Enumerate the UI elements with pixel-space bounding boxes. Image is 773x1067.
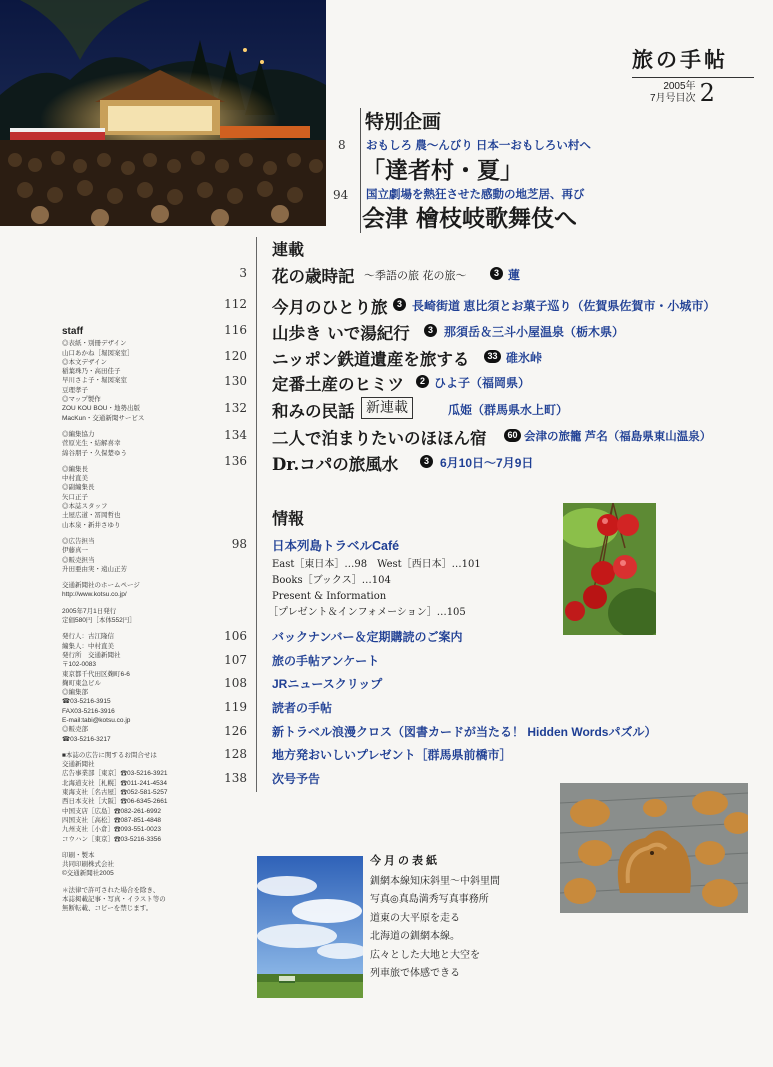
toc-page-number: 128 <box>224 747 247 761</box>
staff-line: 発行所 交通新聞社 <box>62 651 121 659</box>
toc-page-number: 106 <box>224 629 247 643</box>
info-item-title: 新トラベル浪漫クロス（図書カードが当たる！ Hidden Wordsパズル） <box>272 725 657 739</box>
staff-line: 定価580円［本体552円］ <box>62 617 136 625</box>
cover-train-photo <box>257 856 363 998</box>
toc-item-title: ニッポン鉄道遺産を旅する <box>272 350 470 369</box>
cafe-line-2: Books［ブックス］…104 <box>272 575 391 586</box>
toc-item-title: 定番土産のヒミツ <box>272 375 404 394</box>
toc-item-title: Dr.コパの旅風水 <box>272 455 399 474</box>
masthead-rule <box>632 77 754 78</box>
staff-line: ◎表紙・別冊デザイン <box>62 340 127 348</box>
toc-page-number: 126 <box>224 724 247 738</box>
staff-line: 西日本支社［大阪］☎06-6345-2661 <box>62 798 168 806</box>
issue-year: 2005年 <box>663 81 696 92</box>
special-title-1: 「達者村・夏」 <box>362 157 523 184</box>
staff-line: 北海道支社［札幌］☎011-241-4534 <box>62 779 167 787</box>
toc-page-number: 130 <box>224 374 247 388</box>
staff-lines <box>62 339 202 913</box>
staff-line: ◎編集協力 <box>62 430 95 438</box>
cafe-line-3: Present & Information <box>272 591 387 602</box>
cafe-line-1: East［東日本］…98 West［西日本］…101 <box>272 559 481 570</box>
staff-line: 菅原光生・結解喜幸 <box>62 440 121 448</box>
list-item[interactable] <box>200 699 740 717</box>
issue-number-badge: 3 <box>393 298 406 311</box>
staff-line: ■本誌の広告に関するお問合せは <box>62 751 157 759</box>
staff-line: 綿谷朋子・久保楚ゆう <box>62 449 127 457</box>
toc-page-number: 116 <box>224 323 247 337</box>
staff-line: ◎編集部 <box>62 689 88 697</box>
magazine-title: 旅の手帖 <box>632 47 728 72</box>
staff-line: 東海支社［名古屋］☎052-581-5257 <box>62 789 168 797</box>
staff-spacer <box>62 574 202 581</box>
staff-line: 早川さよ子・堀図案室 <box>62 377 127 385</box>
special-lead-1: おもしろ 農〜んびり 日本一おもしろい村へ <box>366 140 591 152</box>
list-item[interactable] <box>200 371 760 393</box>
kabuki-stage-photo <box>0 0 326 226</box>
staff-line: ◎本誌スタッフ <box>62 503 108 511</box>
toc-page-number: 120 <box>224 349 247 363</box>
special-title-2: 会津 檜枝岐歌舞伎へ <box>362 205 578 232</box>
hiyoko-illustration <box>560 783 748 913</box>
staff-line: 升田亜由実・遠山正芳 <box>62 565 127 573</box>
cherries-photo <box>563 503 656 635</box>
staff-line: 2005年7月1日発行 <box>62 607 117 615</box>
list-item[interactable] <box>200 675 740 693</box>
staff-line: ◎マップ製作 <box>62 396 101 404</box>
toc-item-detail: 長崎街道 恵比須とお菓子巡り（佐賀県佐賀市・小城市） <box>412 299 716 313</box>
staff-line: 稲葉珠乃・高田佳子 <box>62 368 121 376</box>
staff-spacer <box>62 744 202 751</box>
staff-line: ◎販売部 <box>62 726 88 734</box>
hiyoko-sweets-photo <box>560 783 748 913</box>
staff-line: 矢口正子 <box>62 493 88 501</box>
staff-line: 中村直美 <box>62 475 88 483</box>
staff-line: 共同印刷株式会社 <box>62 861 114 869</box>
cover-caption <box>370 852 560 984</box>
issue-page-number: 2 <box>699 79 715 107</box>
issue-number-badge: 3 <box>490 267 503 280</box>
toc-item-detail: 6月10日〜7月9日 <box>440 456 534 470</box>
toc-page-number: 3 <box>239 266 247 280</box>
cover-line: 写真◎真島満秀写真事務所 <box>370 894 489 905</box>
cafe-title: 日本列島トラベルCafé <box>272 539 400 553</box>
staff-line: 東京都千代田区麹町6-6 <box>62 670 130 678</box>
list-item[interactable] <box>200 346 760 368</box>
staff-line: E-mail:tabi@kotsu.co.jp <box>62 716 131 724</box>
toc-page-number: 98 <box>231 537 247 551</box>
toc-item-detail: ひよ子（福岡県） <box>434 376 531 390</box>
special-feature-label: 特別企画 <box>365 111 442 133</box>
special-page-94: 94 <box>333 188 349 202</box>
staff-spacer <box>62 423 202 430</box>
list-item[interactable] <box>200 320 760 342</box>
issue-label: 7月号目次 <box>650 93 696 104</box>
toc-page-number: 108 <box>224 676 247 690</box>
new-serial-badge: 新連載 <box>361 397 413 419</box>
toc-item-title: 和みの民話 <box>272 402 355 421</box>
staff-line: 交通新聞社のホームページ <box>62 582 140 590</box>
serial-heading: 連載 <box>272 240 305 259</box>
info-item-title: 旅の手帖アンケート <box>272 654 380 668</box>
list-item[interactable] <box>200 723 740 741</box>
toc-item-detail: 碓氷峠 <box>506 351 543 365</box>
staff-line: ◎編集長 <box>62 465 88 473</box>
staff-line: コウハン［東京］☎03-5216-3356 <box>62 835 161 843</box>
toc-item-detail: 那須岳＆三斗小屋温泉（栃木県） <box>444 325 625 339</box>
staff-line: ZOU KOU BOU・地勢出版 <box>62 405 141 413</box>
toc-item-title: 二人で泊まりたいのほほん宿 <box>272 429 487 448</box>
toc-page-number: 138 <box>224 771 247 785</box>
cafe-line-4: ［プレゼント＆インフォメーション］…105 <box>268 607 466 618</box>
cover-line: 北海道の釧網本線。 <box>370 931 460 942</box>
info-item-title: 地方発おいしいプレゼント［群馬県前橋市］ <box>272 748 512 762</box>
staff-line: 伊藤真一 <box>62 547 88 555</box>
staff-line: 〒102-0083 <box>62 661 96 669</box>
issue-info <box>650 81 762 105</box>
issue-number-badge: 33 <box>484 350 501 363</box>
issue-text <box>650 81 696 105</box>
staff-line: 中国支店［広島］☎082-261-6992 <box>62 807 161 815</box>
staff-line: ◎本文デザイン <box>62 358 108 366</box>
toc-page-number: 107 <box>224 653 247 667</box>
issue-number-badge: 60 <box>504 429 521 442</box>
staff-line: ＊法律で許可された場合を除き、 <box>62 886 160 894</box>
cover-line: 釧網本線知床斜里〜中斜里間 <box>370 875 500 887</box>
issue-number-badge: 3 <box>424 324 437 337</box>
info-item-title: バックナンバー＆定期購読のご案内 <box>272 630 463 644</box>
toc-item-title: 花の歳時記 <box>272 267 355 286</box>
staff-line: MacKun・交通新聞サービス <box>62 414 145 422</box>
issue-number-badge: 3 <box>420 455 433 468</box>
staff-line: 山口あかね［堀図案室］ <box>62 349 134 357</box>
staff-line: 九州支社［小倉］☎093-551-0023 <box>62 826 161 834</box>
staff-spacer <box>62 530 202 537</box>
staff-line: ◎広告担当 <box>62 537 95 545</box>
issue-number-badge: 2 <box>416 375 429 388</box>
toc-page-number: 112 <box>224 297 247 311</box>
toc-item-detail: 会津の旅籠 芦名（福島県東山温泉） <box>524 431 712 443</box>
staff-line: 広告事業部［東京］☎03-5216-3921 <box>62 770 168 778</box>
masthead <box>632 44 762 105</box>
staff-line: 山本泉・新井さゆり <box>62 521 121 529</box>
list-item[interactable] <box>200 397 760 421</box>
staff-spacer <box>62 458 202 465</box>
cover-caption-title: 今月の表紙 <box>370 855 440 867</box>
list-item[interactable] <box>200 628 740 646</box>
staff-credits <box>62 327 202 914</box>
staff-line: ◎副編集長 <box>62 484 95 492</box>
staff-line: 無断転載、コピーを禁じます。 <box>62 905 153 913</box>
staff-line: 豆理孝子 <box>62 386 88 394</box>
toc-item-title: 山歩き いで湯紀行 <box>272 324 410 343</box>
info-heading: 情報 <box>272 509 305 528</box>
staff-line: 麹町東急ビル <box>62 679 101 687</box>
toc-page-number: 119 <box>224 700 247 714</box>
cherries-illustration <box>563 503 656 635</box>
special-lead-2: 国立劇場を熱狂させた感動の地芝居、再び <box>366 189 585 201</box>
staff-line: 印刷・製本 <box>62 851 95 859</box>
staff-line: ◎販売担当 <box>62 556 95 564</box>
staff-line: 本誌掲載記事・写真・イラスト等の <box>62 896 166 904</box>
special-feature-rule <box>360 108 361 233</box>
staff-line: 発行人：古江隆信 <box>62 633 114 641</box>
special-page-8: 8 <box>338 138 346 152</box>
toc-page-number: 134 <box>224 428 247 442</box>
staff-line: ©交通新聞社2005 <box>62 870 114 878</box>
toc-page-number: 132 <box>224 401 247 415</box>
cafe-item[interactable] <box>200 536 560 556</box>
staff-line: 四国支社［高松］☎087-851-4848 <box>62 816 161 824</box>
train-landscape-illustration <box>257 856 363 998</box>
info-item-title: JRニュースクリップ <box>272 677 383 691</box>
info-item-title: 読者の手帖 <box>272 701 333 715</box>
list-item[interactable] <box>200 425 760 447</box>
staff-line: 交通新聞社 <box>62 761 95 769</box>
toc-item-detail: 瓜姫（群馬県水上町） <box>448 403 569 417</box>
cover-line: 列車旅で体感できる <box>370 968 460 979</box>
staff-line: ☎03-5216-3915 <box>62 698 111 706</box>
toc-item-subtitle: 〜季語の旅 花の旅〜 <box>364 269 467 282</box>
kabuki-stage-illustration <box>0 0 326 226</box>
cover-line: 道東の大平原を走る <box>370 912 460 924</box>
staff-line: ☎03-5216-3217 <box>62 735 111 743</box>
toc-item-title: 今月のひとり旅 <box>272 298 388 317</box>
staff-spacer <box>62 625 202 632</box>
toc-item-detail: 蓮 <box>508 268 521 282</box>
toc-page-number: 136 <box>224 454 247 468</box>
staff-spacer <box>62 879 202 886</box>
staff-spacer <box>62 844 202 851</box>
staff-line: 土屋広道・冨岡哲也 <box>62 512 121 520</box>
staff-line: http://www.kotsu.co.jp/ <box>62 591 127 599</box>
list-item[interactable] <box>200 294 760 316</box>
info-item-title: 次号予告 <box>272 772 321 786</box>
staff-title: staff <box>62 326 84 337</box>
staff-line: 編集人：中村直美 <box>62 642 114 650</box>
list-item[interactable] <box>200 746 740 764</box>
cover-line: 広々とした大地と大空を <box>370 949 480 961</box>
list-item[interactable] <box>200 263 760 285</box>
list-item[interactable] <box>200 652 740 670</box>
staff-spacer <box>62 600 202 607</box>
list-item[interactable] <box>200 451 760 473</box>
staff-line: FAX03-5216-3916 <box>62 707 115 715</box>
